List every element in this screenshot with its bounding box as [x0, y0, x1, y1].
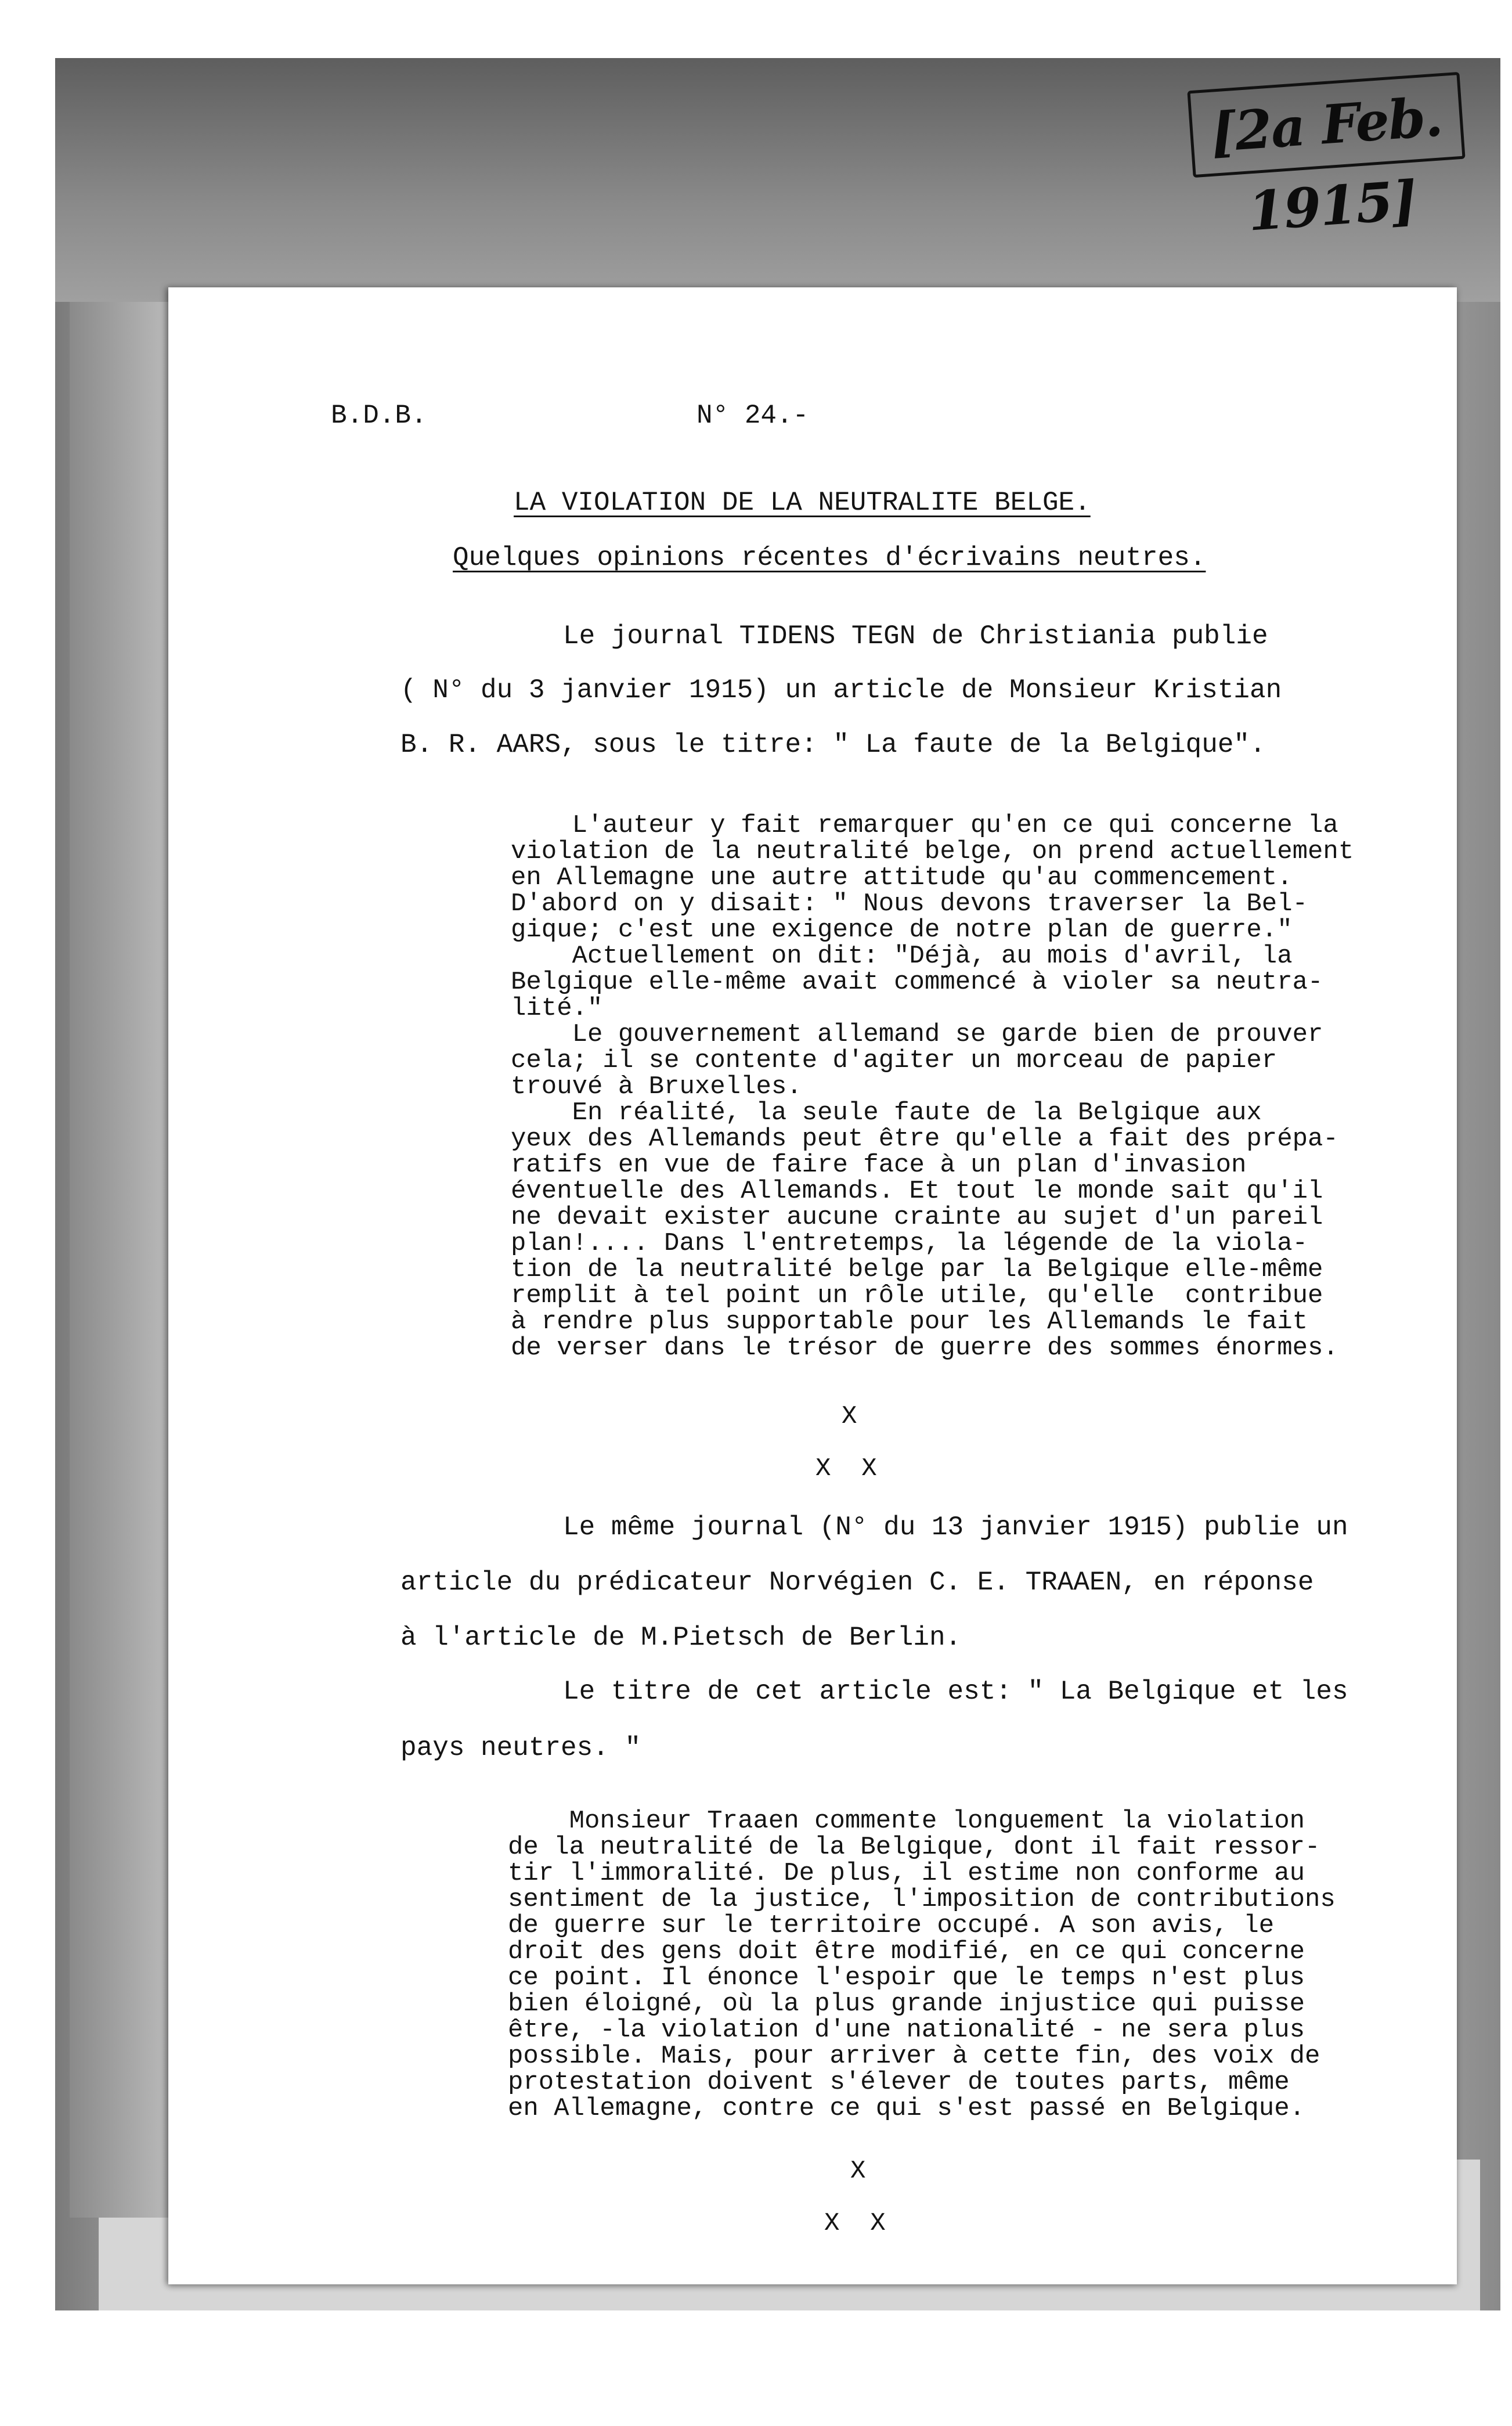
intro1-line2: ( N° du 3 janvier 1915) un article de Monsieur Kristian: [400, 675, 1282, 705]
intro2-line5: pays neutres. ": [400, 1733, 641, 1763]
intro1-line1: Le journal TIDENS TEGN de Christiania publie: [563, 621, 1268, 651]
document-title: LA VIOLATION DE LA NEUTRALITE BELGE.: [514, 488, 1091, 518]
separator-2-bottom: X X: [824, 2209, 886, 2238]
separator-1-top: X: [842, 1402, 857, 1431]
quote-aars: L'auteur y fait remarquer qu'en ce qui concerne la violation de la neutralité belge, on prend actuellement en Allemagne une autre attitude qu'au commencement. D'abord on y disait: " Nous devons traverser la Bel- gique; c'est une exigence de notre plan de guerre." Actuellement on dit: "Déjà, au mois d'avril, la Belgique elle-même avait commencé à violer sa neutra- lité." Le gouvernement allemand se garde bien de prouver cela; il se contente d'agiter un morceau de papier trouvé à Bruxelles. En réalité, la seule faute de la Belgique aux yeux des Allemands peut être qu'elle a fait des prépa- ratifs en vue de faire face à un plan d'invasion éventuelle des Allemands. Et tout le monde sait qu'il ne devait exister aucune crainte au sujet d'un pareil plan!.... Dans l'entretemps, la légende de la viola- tion de la neutralité belge par la Belgique elle-même remplit à tel point un rôle utile, qu'elle contribue à rendre plus supportable pour les Allemands le fait de verser dans le trésor de guerre des sommes énormes.: [511, 811, 1354, 1362]
date-stamp: [2a Feb. 1915]: [1187, 72, 1465, 178]
backing-sheet-left-edge: [70, 302, 168, 2218]
intro2-line4: Le titre de cet article est: " La Belgique et les: [563, 1677, 1348, 1707]
intro2-line3: à l'article de M.Pietsch de Berlin.: [400, 1623, 962, 1653]
document-subtitle: Quelques opinions récentes d'écrivains neutres.: [453, 543, 1206, 573]
separator-1-bottom: X X: [815, 1454, 877, 1483]
intro1-line3: B. R. AARS, sous le titre: " La faute de la Belgique".: [400, 730, 1266, 760]
document-ref: B.D.B.: [331, 401, 427, 431]
document-number: N° 24.-: [697, 401, 809, 431]
quote-traaen: Monsieur Traaen commente longuement la violation de la neutralité de la Belgique, dont il fait ressor- tir l'immoralité. De plus, il estime non conforme au sentiment de la justice, l'imposition de contributions de guerre sur le territoire occupé. A son avis, le droit des gens doit être modifié, en ce qui concerne ce point. Il énonce l'espoir que le temps n'est plus bien éloigné, où la plus grande injustice qui puisse être, -la violation d'une nationalité - ne sera plus possible. Mais, pour arriver à cette fin, des voix de protestation doivent s'élever de toutes parts, même en Allemagne, contre ce qui s'est passé en Belgique.: [508, 1807, 1336, 2123]
intro2-line2: article du prédicateur Norvégien C. E. TRAAEN, en réponse: [400, 1567, 1314, 1598]
typed-page: [168, 287, 1457, 2284]
separator-2-top: X: [850, 2157, 866, 2186]
intro2-line1: Le même journal (N° du 13 janvier 1915) publie un: [563, 1512, 1348, 1542]
